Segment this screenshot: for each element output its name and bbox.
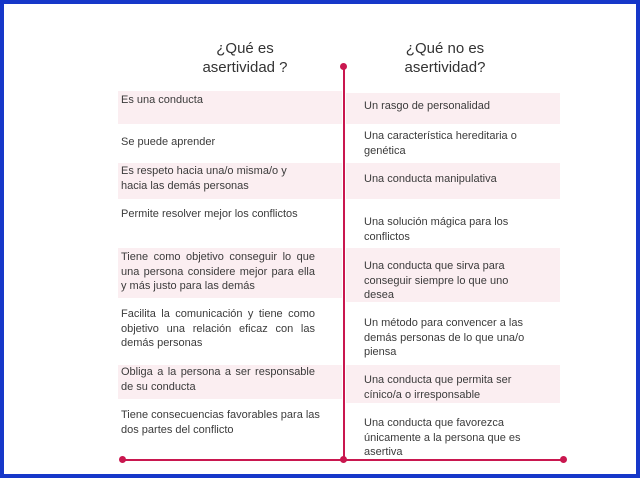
right-cell-7: Una conducta que permita ser cínico/a o irresponsable [364, 374, 512, 401]
baseline-right-dot [560, 456, 567, 463]
left-cell-1: Es una conducta [121, 94, 203, 106]
heading-what-is-not [370, 39, 520, 77]
right-cell-1: Un rasgo de personalidad [364, 100, 490, 112]
heading-what-is-not-line2: asertividad? [404, 59, 486, 76]
right-cell-8: Una conducta que favorezca únicamente a la persona que es asertiva [364, 417, 521, 458]
column-divider [343, 66, 345, 462]
right-cell-2: Una característica hereditaria o genética [364, 130, 517, 157]
right-cell-3: Una conducta manipulativa [364, 173, 497, 185]
left-cell-3: Es respeto hacia una/o misma/o y hacia las demás personas [121, 165, 287, 192]
right-cell-5: Una conducta que sirva para conseguir siempre lo que uno desea [364, 260, 509, 301]
heading-what-is-not-line1: ¿Qué no es [405, 40, 485, 57]
baseline-center-dot [340, 456, 347, 463]
left-cell-4: Permite resolver mejor los conflictos [121, 208, 298, 220]
right-cell-4: Una solución mágica para los conflictos [364, 216, 509, 243]
left-cell-5: Tiene como objetivo conseguir lo que una persona considere mejor para ella y más justo para las demás [121, 251, 315, 292]
heading-what-is-line2: asertividad ? [202, 59, 288, 76]
heading-what-is-line1: ¿Qué es [216, 40, 274, 57]
left-cell-7: Obliga a la persona a ser responsable de su conducta [121, 366, 315, 393]
divider-top-dot [340, 63, 347, 70]
heading-what-is [170, 39, 320, 77]
right-cell-6: Un método para convencer a las demás personas de lo que una/o piensa [364, 317, 525, 358]
baseline-left-dot [119, 456, 126, 463]
left-cell-8: Tiene consecuencias favorables para las dos partes del conflicto [121, 409, 320, 436]
left-cell-2: Se puede aprender [121, 136, 216, 148]
left-cell-6: Facilita la comunicación y tiene como objetivo una relación eficaz con las demás personas [121, 308, 315, 349]
